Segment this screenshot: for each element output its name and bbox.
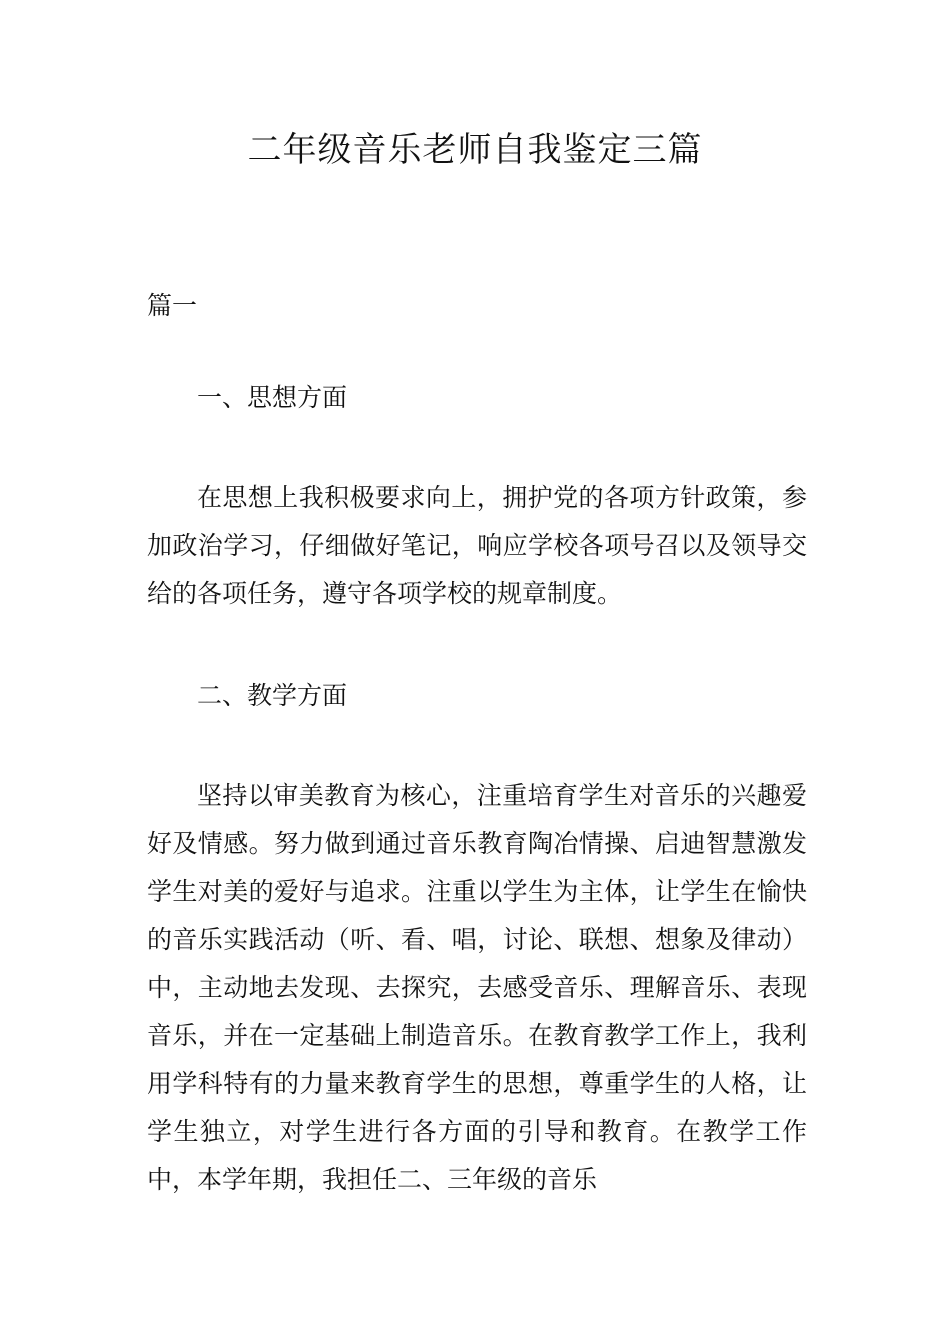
- section-label: 篇一: [147, 291, 198, 320]
- heading-teaching: 二、教学方面: [197, 681, 348, 710]
- heading-ideology: 一、思想方面: [197, 383, 348, 412]
- paragraph-teaching: 坚持以审美教育为核心，注重培育学生对音乐的兴趣爱好及情感。努力做到通过音乐教育陶冶情操、启迪智慧激发学生对美的爱好与追求。注重以学生为主体，让学生在愉快的音乐实践活动（听、看、唱，讨论、联想、想象及律动）中，主动地去发现、去探究，去感受音乐、理解音乐、表现音乐，并在一定基础上制造音乐。在教育教学工作上，我利用学科特有的力量来教育学生的思想，尊重学生的人格，让学生独立，对学生进行各方面的引导和教育。在教学工作中，本学年期，我担任二、三年级的音乐: [147, 781, 807, 1194]
- paragraph-ideology: 在思想上我积极要求向上，拥护党的各项方针政策，参加政治学习，仔细做好笔记，响应学校各项号召以及领导交给的各项任务，遵守各项学校的规章制度。: [147, 483, 807, 608]
- document-title: 二年级音乐老师自我鉴定三篇: [247, 130, 703, 170]
